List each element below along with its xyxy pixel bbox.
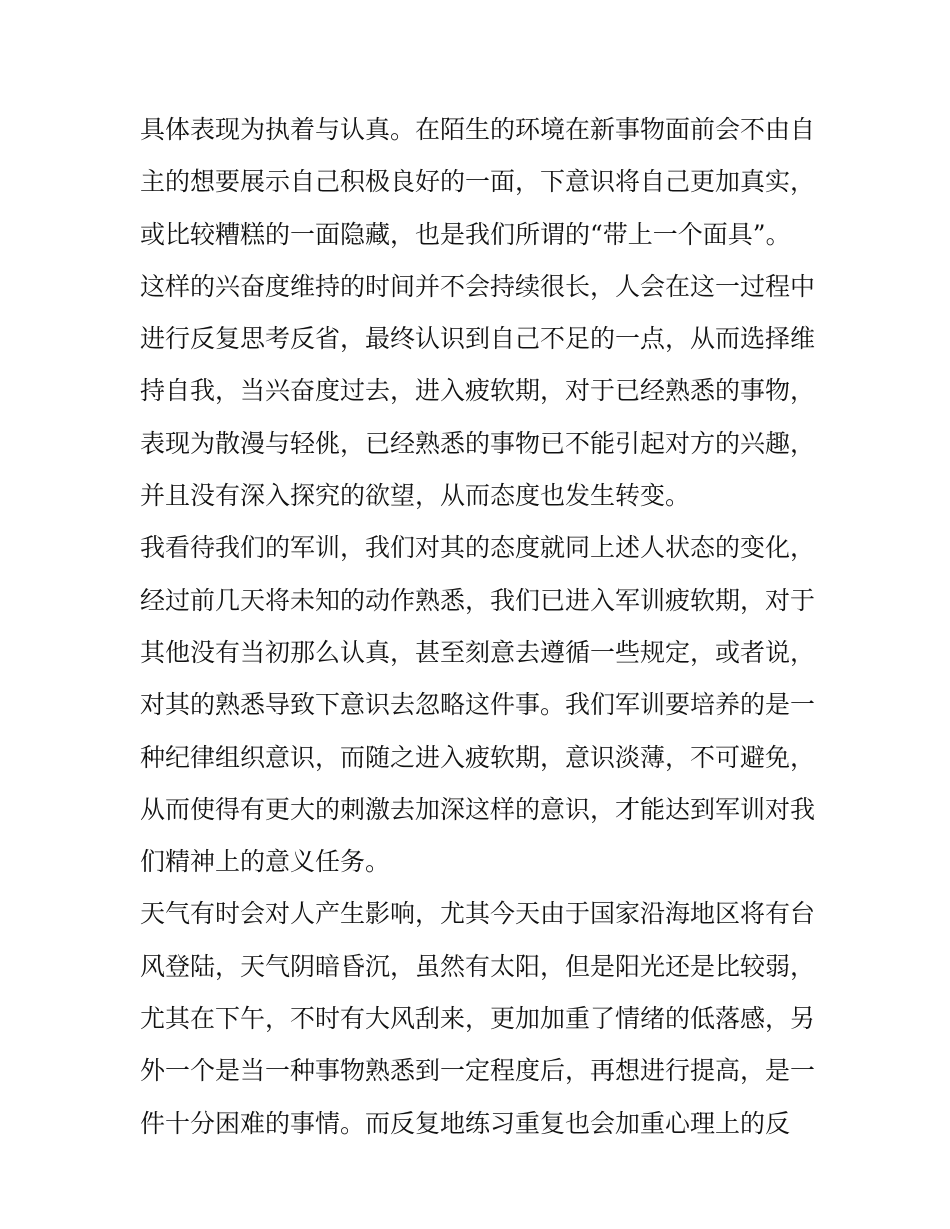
text-line-6: 持自我，当兴奋度过去，进入疲软期，对于已经熟悉的事物， xyxy=(140,376,816,406)
text-line-8: 并且没有深入探究的欲望，从而态度也发生转变。 xyxy=(140,481,691,511)
text-line-19: 外一个是当一种事物熟悉到一定程度后，再想进行提高，是一 xyxy=(140,1056,816,1086)
text-line-14: 从而使得有更大的刺激去加深这样的意识，才能达到军训对我 xyxy=(140,794,816,824)
text-line-13: 种纪律组织意识，而随之进入疲软期，意识淡薄，不可避免， xyxy=(140,742,816,772)
text-line-7: 表现为散漫与轻佻，已经熟悉的事物已不能引起对方的兴趣， xyxy=(140,428,816,458)
text-line-4: 这样的兴奋度维持的时间并不会持续很长，人会在这一过程中 xyxy=(140,271,816,301)
text-line-11: 其他没有当初那么认真，甚至刻意去遵循一些规定，或者说， xyxy=(140,637,816,667)
text-line-12: 对其的熟悉导致下意识去忽略这件事。我们军训要培养的是一 xyxy=(140,690,816,720)
text-line-3: 或比较糟糕的一面隐藏，也是我们所谓的“带上一个面具”。 xyxy=(140,219,791,249)
text-line-1: 具体表现为执着与认真。在陌生的环境在新事物面前会不由自 xyxy=(140,115,816,144)
text-line-17: 风登陆，天气阴暗昏沉，虽然有太阳，但是阳光还是比较弱， xyxy=(140,951,816,981)
text-line-5: 进行反复思考反省，最终认识到自己不足的一点，从而选择维 xyxy=(140,324,816,354)
text-line-18: 尤其在下午，不时有大风刮来，更加加重了情绪的低落感，另 xyxy=(140,1004,816,1034)
text-line-2: 主的想要展示自己积极良好的一面，下意识将自己更加真实， xyxy=(140,167,816,197)
text-line-9: 我看待我们的军训，我们对其的态度就同上述人状态的变化， xyxy=(140,533,816,563)
text-line-15: 们精神上的意义任务。 xyxy=(140,847,391,877)
text-line-10: 经过前几天将未知的动作熟悉，我们已进入军训疲软期，对于 xyxy=(140,585,816,615)
body-text xyxy=(140,108,820,1154)
text-line-16: 天气有时会对人产生影响，尤其今天由于国家沿海地区将有台 xyxy=(140,899,816,929)
text-line-20: 件十分困难的事情。而反复地练习重复也会加重心理上的反 xyxy=(140,1108,791,1138)
